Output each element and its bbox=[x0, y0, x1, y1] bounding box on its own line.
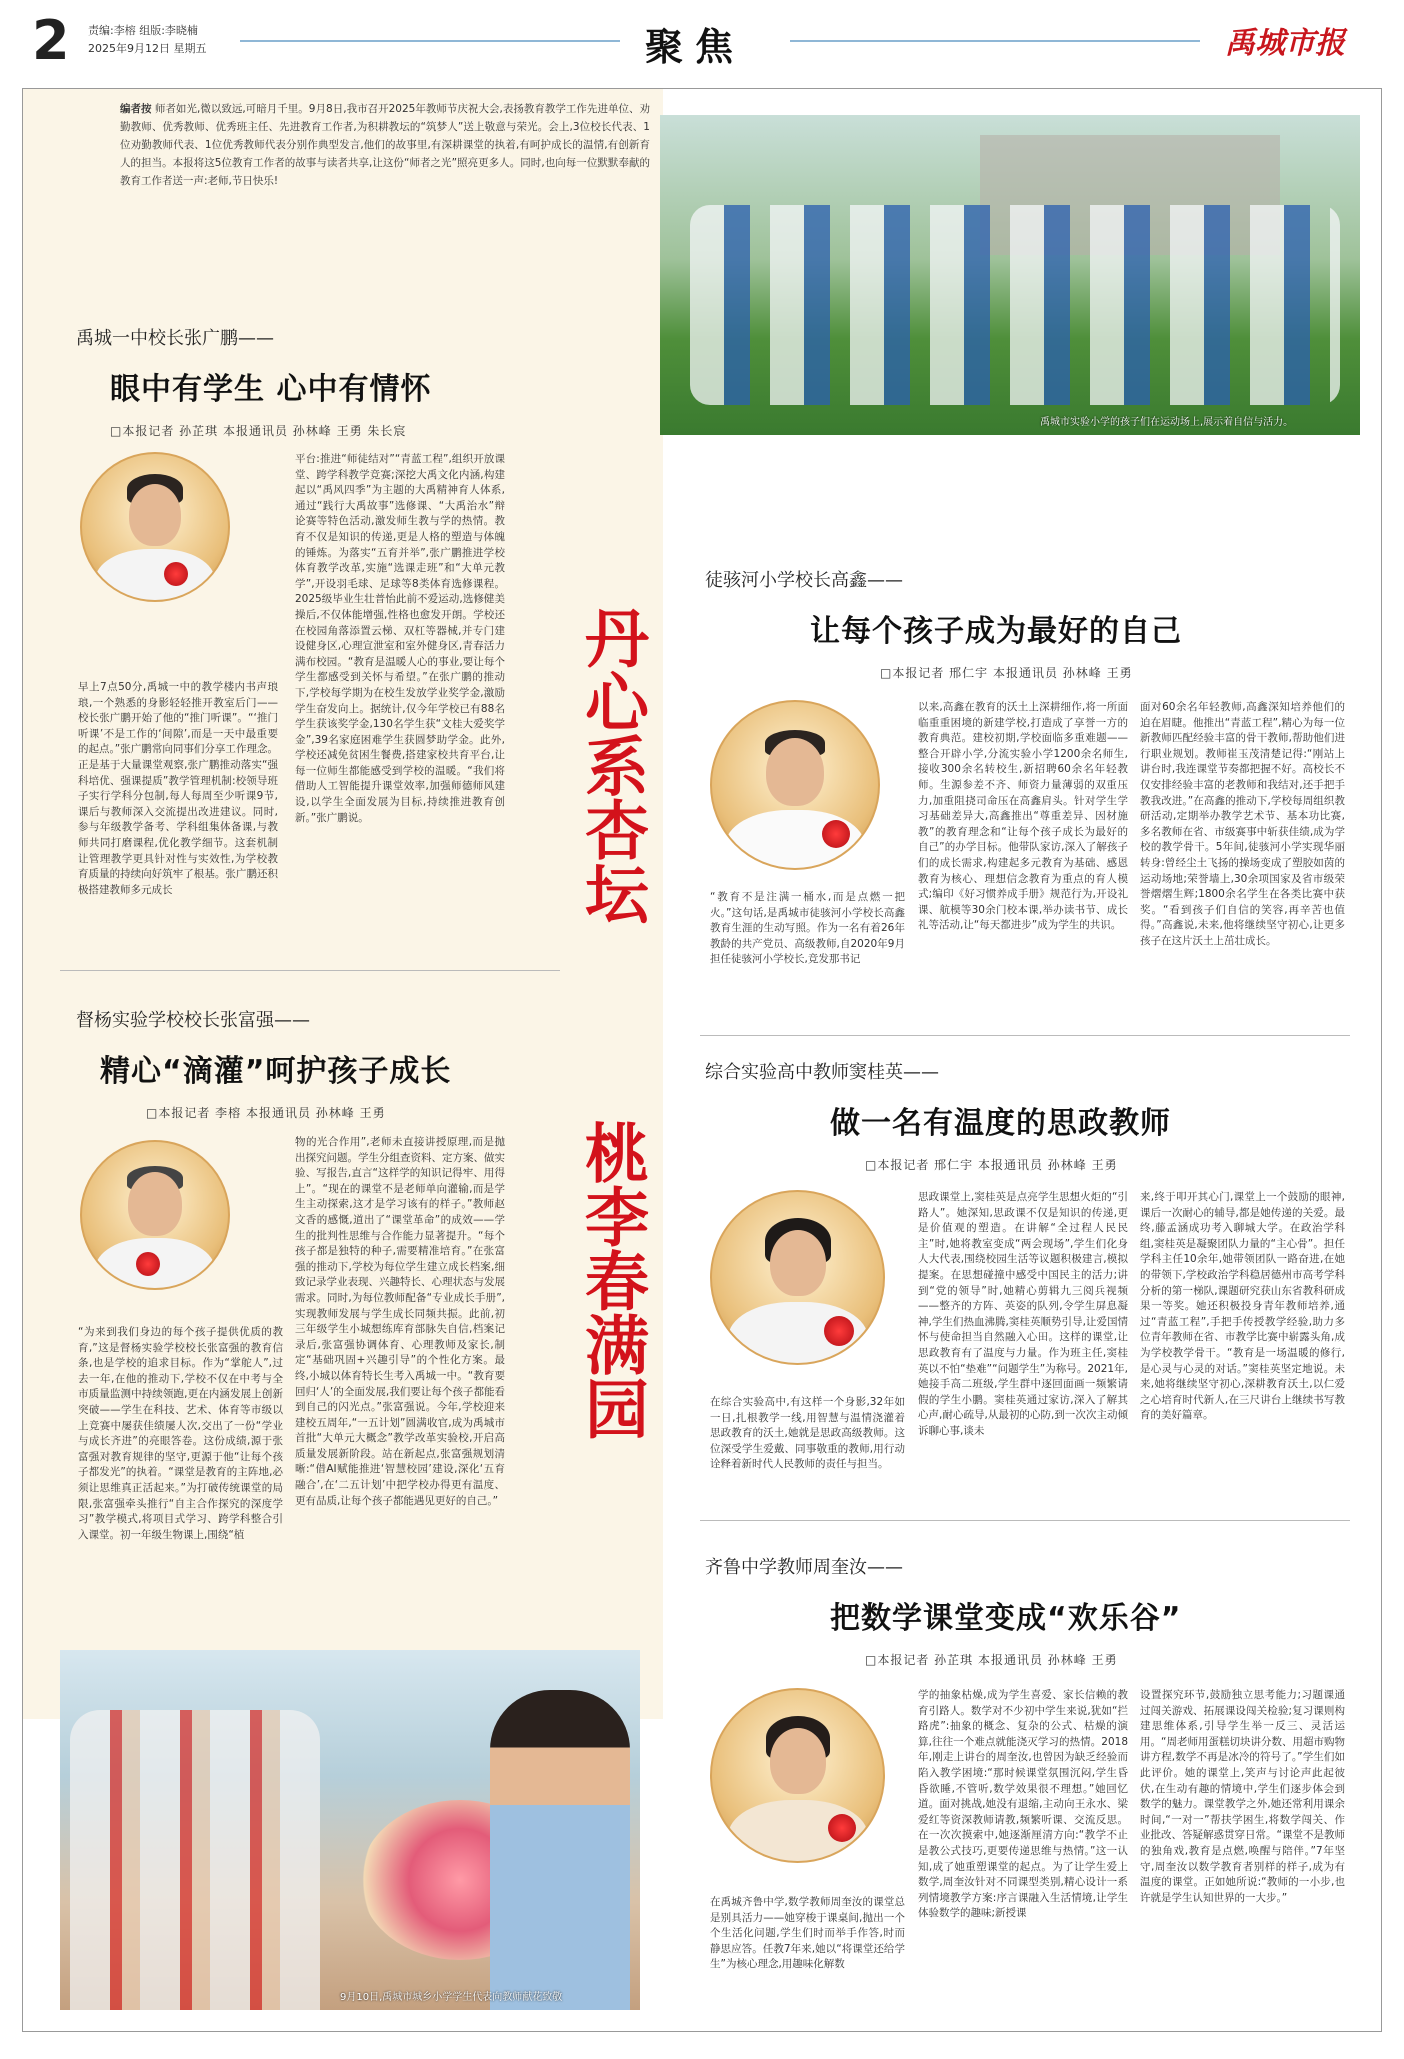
a3-portrait bbox=[80, 1140, 230, 1290]
bottom-photo-caption: 9月10日,禹城市城乡小学学生代表向教师献花致敬 bbox=[340, 1992, 563, 2003]
a5-col2: 学的抽象枯燥,成为学生喜爱、家长信赖的教育引路人。数学对不少初中学生来说,犹如“拦路虎”:抽象的概念、复杂的公式、枯燥的演算,往往一个难点就能浇灭学习的热情。2018年,刚走上讲台的周奎汝,也曾因为缺乏经验而陷入教学困境:“那时候课堂氛围沉闷,学生昏昏欲睡,不管听,数学效果很不理想。”她回忆道。面对挑战,她没有退缩,主动向王永水、梁爱红等资深教师请教,频繁听课、交流反思。在一次次摸索中,她逐渐厘清方向:“教学不止是教公式技巧,更要传递思维与热情。”这一认知,成了她重塑课堂的起点。为了让学生爱上数学,周奎汝针对不同课型类别,精心设计一系列情境教学方案:序言课融入生活情境,让学生体验数学的趣味;新授课 bbox=[918, 1689, 1128, 1920]
a2-byline: □本报记者 邢仁宇 本报通讯员 孙林峰 王勇 bbox=[880, 666, 1133, 680]
top-photo-caption: 禹城市实验小学的孩子们在运动场上,展示着自信与活力。 bbox=[1040, 417, 1294, 428]
students-running-shape bbox=[690, 205, 1340, 405]
a4-col1: 在综合实验高中,有这样一个身影,32年如一日,扎根教学一线,用智慧与温情浇灌着思政教育的沃土,她就是思政高级教师。这位深受学生爱戴、同事敬重的教师,用行动诠释着新时代人民教师的责任与担当。 bbox=[710, 1396, 905, 1471]
a1-col2: 平台:推进“师徒结对”“青蓝工程”,组织开放课堂、跨学科教学竞赛;深挖大禹文化内涵,构建起以“禹风四季”为主题的大禹精神育人体系,通过“践行大禹故事”选修课、“大禹治水”辩论赛等特色活动,激发师生教与学的热情。教育不仅是知识的传递,更是人格的塑造与体魄的锤炼。为落实“五育并举”,张广鹏推进学校体育教学改革,实施“选课走班”和“大单元教学”,开设羽毛球、足球等8类体育选修课程。2025级毕业生壮普怡此前不爱运动,选修健美操后,不仅体能增强,性格也愈发开朗。学校还在校园角落添置云梯、双杠等器械,并专门建设健身区,心理宣泄室和室外健身区,青春活力满布校园。“教育是温暖人心的事业,要让每个学生都感受到关怀与希望。”在张广鹏的推动下,学校每学期为在校生发放学业奖学金,激励学生奋发向上。据统计,仅今年学校已有88名学生获该奖学金,130名学生获“文桂大爱奖学金”,39名家庭困难学生获圆梦助学金。此外,学校还减免贫困生餐费,搭建家校共育平台,让每一位师生都能感受到学校的温暖。“我们将借助人工智能提升课堂效率,加强师德师风建设,以学生全面发展为目标,持续推进教育创新。”张广鹏说。 bbox=[295, 453, 505, 824]
a2-portrait bbox=[710, 700, 880, 870]
a5-col3: 设置探究环节,鼓励独立思考能力;习题课通过闯关游戏、拓展课设闯关检验;复习课则构建思维体系,引导学生举一反三、灵活运用。“周老师用蛋糕切块讲分数、用超市购物讲方程,数学不再是冰冷的符号了。”学生们如此评价。她的课堂上,笑声与讨论声此起彼伏,在生动有趣的情境中,学生们逐步体会到数学的魅力。课堂教学之外,她还常利用课余时间,“一对一”帮扶学困生,将数学闯关、作业批改、答疑解惑贯穿日常。“课堂不是教师的独角戏,教育是点燃,唤醒与陪伴。”7年坚守,周奎汝以数学教育者别样的样子,成为有温度的课堂。正如她所说:“教师的一小步,也许就是学生认知世界的一大步。” bbox=[1140, 1689, 1345, 1904]
a4-divider bbox=[700, 1520, 1350, 1521]
a3-title: 精心“滴灌”呵护孩子成长 bbox=[100, 1054, 452, 1089]
editor-note-label: 编者按 bbox=[120, 103, 152, 115]
teacher-shape bbox=[490, 1690, 630, 2010]
editor-note bbox=[120, 100, 650, 190]
slogan-left: 丹心系杏坛 bbox=[574, 605, 648, 925]
a3-col2: 物的光合作用”,老师未直接讲授原理,而是抛出探究问题。学生分组查资料、定方案、做实验、写报告,直言“这样学的知识记得牢、用得上”。“现在的课堂不是老师单向灌输,而是学生主动探索,这才是学习该有的样子。”教师赵文香的感慨,道出了“课堂革命”的成效——学生的批判性思维与合作能力显著提升。“每个孩子都是独特的种子,需要精准培育。”在张富强的推动下,学校为每位学生建立成长档案,细致记录学业表现、兴趣特长、心理状态与发展需求。同时,为每位教师配备“专业成长手册”,实现教师发展与学生成长同频共振。此前,初三年级学生小城想练库育部脉失自信,档案记录后,张富强协调体育、心理教师及家长,制定“基础巩固+兴趣引导”的个性化方案。最终,小城以体育特长生考入禹城一中。“教育要回归‘人’的全面发展,我们要让每个孩子都能看到自己的闪光点。”张富强说。今年,学校迎来建校五周年,“一五计划”圆满收官,成为禹城市首批“大单元大概念”教学改革实验校,开启高质量发展新阶段。站在新起点,张富强规划清晰:“借AI赋能推进‘智慧校园’建设,深化‘五育融合’,在‘二五计划’中把学校办得更有温度、更有品质,让每个孩子都能遇见更好的自己。” bbox=[295, 1136, 505, 1507]
a2-title: 让每个孩子成为最好的自己 bbox=[810, 614, 1182, 649]
a1-title: 眼中有学生 心中有情怀 bbox=[110, 372, 432, 407]
a4-title: 做一名有温度的思政教师 bbox=[830, 1106, 1171, 1141]
a1-kicker: 禹城一中校长张广鹏—— bbox=[76, 328, 274, 349]
header-rule-right bbox=[790, 40, 1200, 42]
editor-line: 责编:李榕 组版:李晓楠 bbox=[88, 24, 198, 37]
a4-byline: □本报记者 邢仁宇 本报通讯员 孙林峰 王勇 bbox=[865, 1158, 1118, 1172]
page-number: 2 bbox=[32, 9, 70, 72]
a3-col1: “为来到我们身边的每个孩子提供优质的教育,”这是督杨实验学校校长张富强的教育信条,也是学校的追求目标。作为“掌舵人”,过去一年,在他的推动下,学校不仅在中考与全市质量监测中持续领跑,更在内涵发展上创新突破——学生在科技、艺术、体育等市级以上竞赛中屡获佳绩屡人次,交出了一份“学业与成长齐进”的亮眼答卷。这份成绩,源于张富强对教育规律的坚守,更源于他“让每个孩子都发光”的执着。“课堂是教育的主阵地,必须让思维真正活起来。”为打破传统课堂的局限,张富强牵头推行“自主合作探究的深度学习”教学模式,将项目式学习、跨学科整合引入课堂。初一年级生物课上,围绕“植 bbox=[78, 1326, 283, 1541]
a5-byline: □本报记者 孙芷琪 本报通讯员 孙林峰 王勇 bbox=[865, 1653, 1118, 1667]
a5-kicker: 齐鲁中学教师周奎汝—— bbox=[705, 1557, 903, 1578]
newspaper-logo: 禹城市报 bbox=[1225, 26, 1345, 61]
header-meta bbox=[88, 22, 207, 58]
students-shape bbox=[70, 1710, 320, 2010]
a2-col2: 以来,高鑫在教育的沃土上深耕细作,将一所面临重重困境的新建学校,打造成了享誉一方的教育典范。建校初期,学校面临多重难题——整合开辟小学,分流实验小学1200余名师生,接收300余名转校生,新招聘60余名年轻教师。生源参差不齐、师资力量薄弱的双重压力,加重阻挠司命压在高鑫肩头。针对学生学习基础差异大,高鑫推出“尊重差异、因材施教”的教育理念和“让每个孩子成长为最好的自己”的办学目标。他带队家访,深入了解孩子们的成长需求,构建起多元教育为基础、感恩教育为核心、理想信念教育为重点的育人模式;编印《好习惯养成手册》规范行为,开设礼课、航模等30余门校本课,举办读书节、成长礼等活动,让“每天都进步”成为学生的共识。 bbox=[918, 701, 1128, 932]
editor-note-text: 师者如光,微以致远,可暗月千里。9月8日,我市召开2025年教师节庆祝大会,表扬教育教学工作先进单位、劝勤教师、优秀教师、优秀班主任、先进教育工作者,为积耕教坛的“筑梦人”送上敬意与荣光。会上,3位校长代表、1位劝勤教师代表、1位优秀教师代表分别作典型发言,他们的故事里,有深耕课堂的执着,有呵护成长的温情,有创新育人的担当。本报将这5位教育工作者的故事与读者共享,让这份“师者之光”照亮更多人。同时,也向每一位默默奉献的教育工作者送一声:老师,节日快乐! bbox=[120, 103, 651, 187]
a1-byline: □本报记者 孙芷琪 本报通讯员 孙林峰 王勇 朱长宸 bbox=[110, 424, 407, 438]
top-photo bbox=[660, 115, 1360, 435]
a4-kicker: 综合实验高中教师窦桂英—— bbox=[705, 1062, 939, 1083]
a4-col2: 思政课堂上,窦桂英是点亮学生思想火炬的“引路人”。她深知,思政课不仅是知识的传递,更是价值观的塑造。在讲解“全过程人民民主”时,她将教室变成“两会现场”,学生们化身人大代表,围绕校园生活等议题积极建言,模拟提案。在思想碰撞中感受中国民主的活力;讲到“党的领导”时,她精心剪辑九三阅兵视频——整齐的方阵、英姿的队列,令学生屏息凝神,学生们热血沸腾,窦桂英顺势引导,让爱国情怀与使命担当自然融入心田。这样的课堂,让思政教育有了温度与力量。作为班主任,窦桂英以不怕“垫难”“问题学生”为称号。2021年,她接手高二班级,学生群中逐回面画一频繁请假的学生小鹏。窦桂英通过家访,深入了解其心声,耐心疏导,从最初的心防,到一次次主动倾诉聊心事,谈未 bbox=[918, 1191, 1128, 1437]
a5-portrait bbox=[710, 1688, 885, 1863]
bottom-photo bbox=[60, 1650, 640, 2010]
a3-kicker: 督杨实验学校校长张富强—— bbox=[76, 1010, 310, 1031]
a2-kicker: 徒骇河小学校长高鑫—— bbox=[705, 570, 903, 591]
date-line: 2025年9月12日 星期五 bbox=[88, 42, 207, 55]
a1-divider bbox=[60, 970, 560, 971]
a1-col1: 早上7点50分,禹城一中的教学楼内书声琅琅,一个熟悉的身影轻轻推开教室后门——校长张广鹏开始了他的“推门听课”。“‘推门听课’不是工作的‘间隙’,而是一天中最重要的起点。”张广鹏常向同事们分享工作理念。正是基于大量课堂观察,张广鹏推动落实“强科培优、强课提质”教学管理机制:校领导班子实行学科分包制,每人每周至少听课9节,课后与教师深入交流提出改进建议。同时,参与年级教学备考、学科组集体备课,与教师共同打磨课程,优化教学细节。这套机制让管理教学更具针对性与实效性,为学校教育质量的持续向好筑牢了根基。张广鹏还积极搭建教师多元成长 bbox=[78, 681, 278, 896]
a4-portrait bbox=[710, 1190, 885, 1365]
a5-title: 把数学课堂变成“欢乐谷” bbox=[830, 1601, 1182, 1636]
a4-col3: 来,终于叩开其心门,课堂上一个鼓励的眼神,课后一次耐心的辅导,都是她传递的关爱。最终,藤孟涵成功考入聊城大学。在政治学科组,窦桂英是凝聚团队力量的“主心骨”。担任学科主任10余年,她带领团队一路奋进,在她的带领下,学校政治学科稳居德州市高考学科分析的第一梯队,课题研究获山东省教科研成果一等奖。她还积极投身青年教师培养,通过“青蓝工程”,手把手传授教学经验,助力多位青年教师在省、市教学比赛中崭露头角,成为学校教学骨干。“教育是一场温暖的修行,是心灵与心灵的对话。”窦桂英坚定地说。未来,她将继续坚守初心,深耕教育沃土,以仁爱之心培育时代新人,在三尺讲台上继续书写教育的美好篇章。 bbox=[1140, 1191, 1345, 1422]
a2-col1: “教育不是注满一桶水,而是点燃一把火。”这句话,是禹城市徒骇河小学校长高鑫教育生涯的生动写照。作为一名有着26年教龄的共产党员、高级教师,自2020年9月担任徒骇河小学校长,竞发那书记 bbox=[710, 891, 905, 966]
a2-col3: 面对60余名年轻教师,高鑫深知培养他们的迫在眉睫。他推出“青蓝工程”,精心为每一位新教师匹配经验丰富的骨干教师,帮助他们进行职业规划。教师崔玉茂清楚记得:“刚站上讲台时,我连课堂节奏都把握不好。高校长不仅安排经验丰富的老教师和我结对,还手把手教我改进。”在高鑫的推动下,学校每周组织教研活动,定期举办教学艺术节、基本功比赛,多名教师在省、市级赛事中斩获佳绩,成为学校的教学骨干。5年间,徒骇河小学实现华丽转身:曾经尘土飞扬的操场变成了塑胶如茵的运动场地;荣誉墙上,30余项国家及省市级荣誉熠熠生辉;1800余名学生在各类比赛中获奖。“看到孩子们自信的笑容,再辛苦也值得。”高鑫说,未来,他将继续坚守初心,让更多孩子在这片沃土上茁壮成长。 bbox=[1140, 701, 1345, 947]
a3-byline: □本报记者 李榕 本报通讯员 孙林峰 王勇 bbox=[146, 1106, 386, 1120]
a5-col1: 在禹城齐鲁中学,数学教师周奎汝的课堂总是别具活力——她穿梭于课桌间,抛出一个个生活化问题,学生们时而举手作答,时而静思应答。任教7年来,她以“将课堂还给学生”为核心理念,用趣味化解数 bbox=[710, 1896, 905, 1971]
header-rule-left bbox=[240, 40, 620, 42]
a1-portrait bbox=[80, 452, 230, 602]
slogan-right: 桃李春满园 bbox=[574, 1120, 648, 1440]
section-title: 聚焦 bbox=[645, 25, 746, 69]
a2-divider bbox=[700, 1035, 1350, 1036]
